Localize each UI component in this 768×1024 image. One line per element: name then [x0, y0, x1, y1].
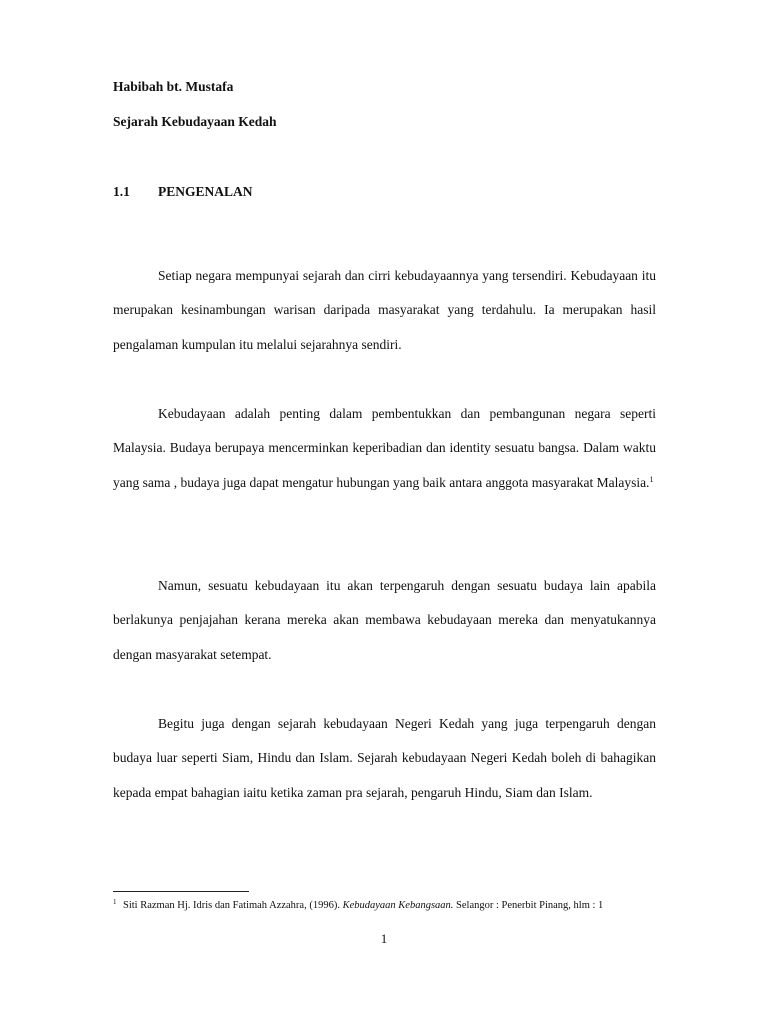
paragraph-3 [113, 569, 656, 673]
document-title: Sejarah Kebudayaan Kedah [113, 114, 277, 129]
section-number: 1.1 [113, 184, 130, 199]
footnote-reference[interactable]: 1 [649, 474, 654, 484]
paragraph-4-text: Begitu juga dengan sejarah kebudayaan Negeri Kedah yang juga terpengaruh dengan budaya luar seperti Siam, Hindu dan Islam. Sejarah kebudayaan Negeri Kedah boleh di bahagikan kepada empat bahagian iaitu ketika zaman pra sejarah, pengaruh Hindu, Siam dan Islam. [113, 715, 656, 800]
page-number: 1 [380, 931, 388, 946]
footnote-separator [113, 891, 249, 892]
paragraph-1-text: Setiap negara mempunyai sejarah dan cirri kebudayaannya yang tersendiri. Kebudayaan itu merupakan kesinambungan warisan daripada masyarakat yang terdahulu. Ia merupakan hasil pengalaman kumpulan itu melalui sejarahnya sendiri. [113, 267, 656, 352]
section-heading [113, 184, 253, 200]
footnote-text-before: Siti Razman Hj. Idris dan Fatimah Azzahra, (1996). [123, 900, 343, 911]
section-title: PENGENALAN [158, 184, 253, 199]
paragraph-1 [113, 259, 656, 363]
paragraph-3-text: Namun, sesuatu kebudayaan itu akan terpengaruh dengan sesuatu budaya lain apabila berlakunya penjajahan kerana mereka akan membawa kebudayaan mereka dan menyatukannya dengan masyarakat setempat. [113, 577, 656, 662]
author-name: Habibah bt. Mustafa [113, 79, 234, 94]
paragraph-2 [113, 397, 656, 501]
paragraph-2-text: Kebudayaan adalah penting dalam pembentukkan dan pembangunan negara seperti Malaysia. Budaya berupaya mencerminkan keperibadian dan identity sesuatu bangsa. Dalam waktu yang sama , budaya juga dapat mengatur hubungan yang baik antara anggota masyarakat Malaysia. [113, 405, 656, 490]
footnote: 1 Siti Razman Hj. Idris dan Fatimah Azzahra, (1996). Kebudayaan Kebangsaan. Selangor : Penerbit Pinang, hlm : 1 [113, 898, 604, 911]
footnote-text-after: Selangor : Penerbit Pinang, hlm : 1 [453, 900, 604, 911]
paragraph-4 [113, 707, 656, 811]
footnote-book-title: Kebudayaan Kebangsaan. [342, 900, 454, 911]
